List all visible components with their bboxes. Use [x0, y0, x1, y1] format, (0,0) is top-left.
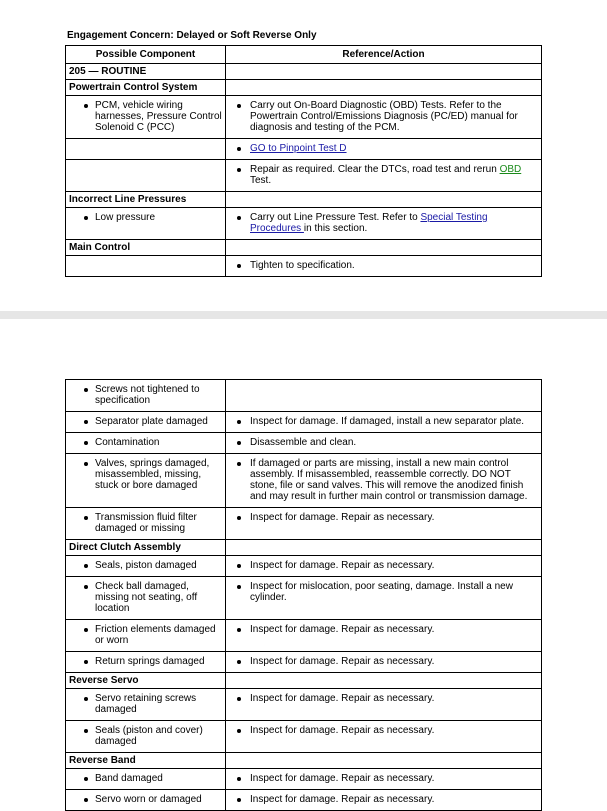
action-item: Disassemble and clean.: [229, 437, 538, 448]
action-item: Repair as required. Clear the DTCs, road test and rerun OBD Test.: [229, 164, 538, 186]
component-item: Valves, springs damaged, misassembled, missing, stuck or bore damaged: [69, 458, 222, 491]
component-item: Low pressure: [69, 212, 222, 223]
action-item: Inspect for damage. Repair as necessary.: [229, 560, 538, 571]
section-row: [66, 240, 542, 256]
section-row: [66, 80, 542, 96]
header-reference-action: Reference/Action: [226, 46, 542, 64]
action-item: Inspect for damage. Repair as necessary.: [229, 624, 538, 635]
table-row: [66, 433, 542, 454]
section-row: [66, 673, 542, 689]
component-item: Separator plate damaged: [69, 416, 222, 427]
table-row: [66, 769, 542, 790]
section-routine: 205 — ROUTINE: [66, 64, 226, 80]
section-row: [66, 753, 542, 769]
section-row: [66, 540, 542, 556]
page-separator: [0, 311, 607, 319]
table-row: [66, 508, 542, 540]
action-item: Carry out Line Pressure Test. Refer to Special Testing Procedures in this section.: [229, 212, 538, 234]
action-item: Inspect for damage. Repair as necessary.: [229, 693, 538, 704]
table-row: [66, 556, 542, 577]
component-item: Return springs damaged: [69, 656, 222, 667]
table-row: [66, 721, 542, 753]
component-item: Screws not tightened to specification: [69, 384, 222, 406]
action-item: Inspect for damage. Repair as necessary.: [229, 512, 538, 523]
action-item: Carry out On-Board Diagnostic (OBD) Tests. Refer to the Powertrain Control/Emissions Diagnosis (PC/ED) manual for diagnosis and testing of the PCM.: [229, 100, 538, 133]
action-item: Inspect for mislocation, poor seating, damage. Install a new cylinder.: [229, 581, 538, 603]
component-item: PCM, vehicle wiring harnesses, Pressure Control Solenoid C (PCC): [69, 100, 222, 133]
action-item: Inspect for damage. Repair as necessary.: [229, 725, 538, 736]
table-row: [66, 256, 542, 277]
table-row: [66, 412, 542, 433]
obd-link[interactable]: OBD: [499, 164, 522, 175]
section-incorrect-line-pressures: Incorrect Line Pressures: [66, 192, 226, 208]
section-powertrain-control-system: Powertrain Control System: [66, 80, 226, 96]
diagnosis-table-part-1: [65, 45, 542, 277]
document-page-2: [0, 319, 607, 805]
table-header-row: [66, 46, 542, 64]
section-label: Reverse Band: [66, 753, 226, 769]
page-title: Engagement Concern: Delayed or Soft Reverse Only: [67, 30, 317, 41]
table-row: [66, 139, 542, 160]
table-row: [66, 790, 542, 811]
component-item: Check ball damaged, missing not seating, off location: [69, 581, 222, 614]
component-item: Seals, piston damaged: [69, 560, 222, 571]
special-testing-procedures-link[interactable]: Special Testing Procedures: [250, 212, 488, 234]
section-row: [66, 192, 542, 208]
component-item: Band damaged: [69, 773, 222, 784]
component-item: Transmission fluid filter damaged or missing: [69, 512, 222, 534]
table-row: [66, 689, 542, 721]
action-item: Tighten to specification.: [229, 260, 538, 271]
action-item: Inspect for damage. Repair as necessary.: [229, 656, 538, 667]
action-item: Inspect for damage. Repair as necessary.: [229, 773, 538, 784]
action-item: [229, 143, 538, 154]
page-1-clip: [0, 0, 607, 271]
header-possible-component: Possible Component: [66, 46, 226, 64]
table-row: [66, 620, 542, 652]
component-item: Servo worn or damaged: [69, 794, 222, 805]
action-item: Inspect for damage. Repair as necessary.: [229, 794, 538, 805]
table-row: [66, 652, 542, 673]
document-page-1: [0, 0, 607, 311]
pinpoint-test-d-link[interactable]: GO to Pinpoint Test D: [250, 143, 347, 154]
component-item: Contamination: [69, 437, 222, 448]
section-row: [66, 64, 542, 80]
component-item: Servo retaining screws damaged: [69, 693, 222, 715]
section-label: Direct Clutch Assembly: [66, 540, 226, 556]
page-2-clip: [0, 379, 607, 805]
table-row: [66, 208, 542, 240]
diagnosis-table-part-2: [65, 379, 542, 811]
action-item: If damaged or parts are missing, install a new main control assembly. If misassembled, reassemble correctly. DO NOT stone, file or sand valves. This will remove the anodized finish and may result in further main control or transmission damage.: [229, 458, 538, 502]
section-label: Reverse Servo: [66, 673, 226, 689]
action-item: Inspect for damage. If damaged, install a new separator plate.: [229, 416, 538, 427]
section-main-control: Main Control: [66, 240, 226, 256]
component-item: Friction elements damaged or worn: [69, 624, 222, 646]
table-row: [66, 454, 542, 508]
table-row: [66, 380, 542, 412]
table-row: [66, 96, 542, 139]
table-row: [66, 577, 542, 620]
component-item: Seals (piston and cover) damaged: [69, 725, 222, 747]
table-row: [66, 160, 542, 192]
